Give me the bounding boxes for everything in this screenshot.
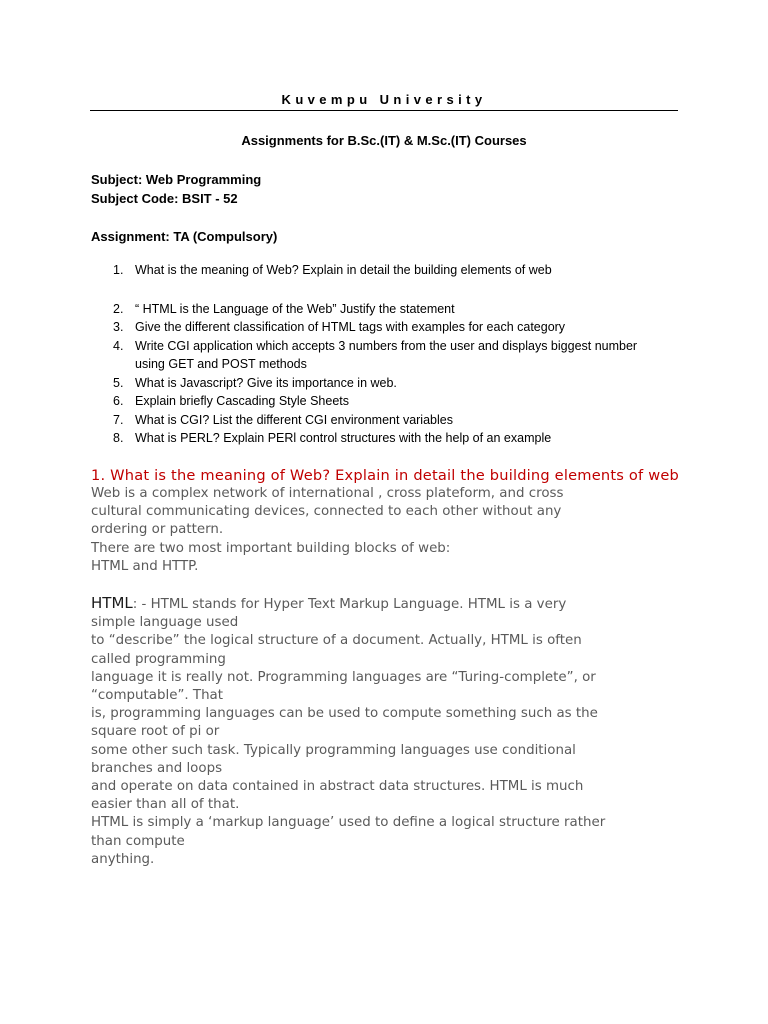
question-item: 7. What is CGI? List the different CGI environment variables [113,412,453,427]
text-line: ordering or pattern. [91,522,224,538]
text-line: branches and loops [91,760,223,776]
question-item: 2. “ HTML is the Language of the Web” Justify the statement [113,301,455,316]
text-line: and operate on data contained in abstract data structures. HTML is much [91,779,584,795]
text-line: some other such task. Typically programming languages use conditional [91,742,576,758]
text-line: is, programming languages can be used to compute something such as the [91,706,598,722]
text-line: simple language used [91,615,239,631]
university-name: Kuvempu University [281,92,487,107]
subject-code: Subject Code: BSIT - 52 [91,191,238,206]
text-line: language it is really not. Programming languages are “Turing-complete”, or [91,669,596,685]
text-line: anything. [91,851,155,867]
text-line: HTML: - HTML stands for Hyper Text Markup Language. HTML is a very [91,594,567,613]
question-item: 6. Explain briefly Cascading Style Sheets [113,394,350,408]
subject-name: Subject: Web Programming [91,172,262,187]
text-line: HTML and HTTP. [91,558,199,574]
text-line: than compute [91,833,185,849]
question-item: 8. What is PERL? Explain PERl control structures with the help of an example [113,431,552,445]
answer-intro [91,485,681,576]
question-item: 4. Write CGI application which accepts 3 numbers from the user and displays biggest number using GET and POST methods [113,338,638,371]
header-divider [90,110,678,111]
text-line: HTML is simply a ‘markup language’ used to define a logical structure rather [91,815,606,831]
html-definition [91,594,681,869]
text-line: called programming [91,651,226,667]
assignment-title: Assignments for B.Sc.(IT) & M.Sc.(IT) Courses [241,133,527,148]
answer-heading: 1. What is the meaning of Web? Explain in detail the building elements of web [91,467,679,484]
text-line: There are two most important building blocks of web: [91,540,451,556]
text-line: cultural communicating devices, connected to each other without any [91,504,562,520]
answer-section [91,467,681,869]
text-line: Web is a complex network of international , cross plateform, and cross [91,486,564,501]
text-line: square root of pi or [91,724,220,740]
question-item: 3. Give the different classification of HTML tags with examples for each category [113,320,566,334]
question-item: 1. What is the meaning of Web? Explain in detail the building elements of web [113,263,552,277]
assignment-type: Assignment: TA (Compulsory) [91,229,278,244]
question-item: 5. What is Javascript? Give its importance in web. [113,375,397,390]
question-list [91,261,651,448]
html-term: HTML [91,594,133,613]
text-line: “computable”. That [91,688,224,704]
text-line: easier than all of that. [91,797,240,813]
text-line: to “describe” the logical structure of a document. Actually, HTML is often [91,633,582,649]
